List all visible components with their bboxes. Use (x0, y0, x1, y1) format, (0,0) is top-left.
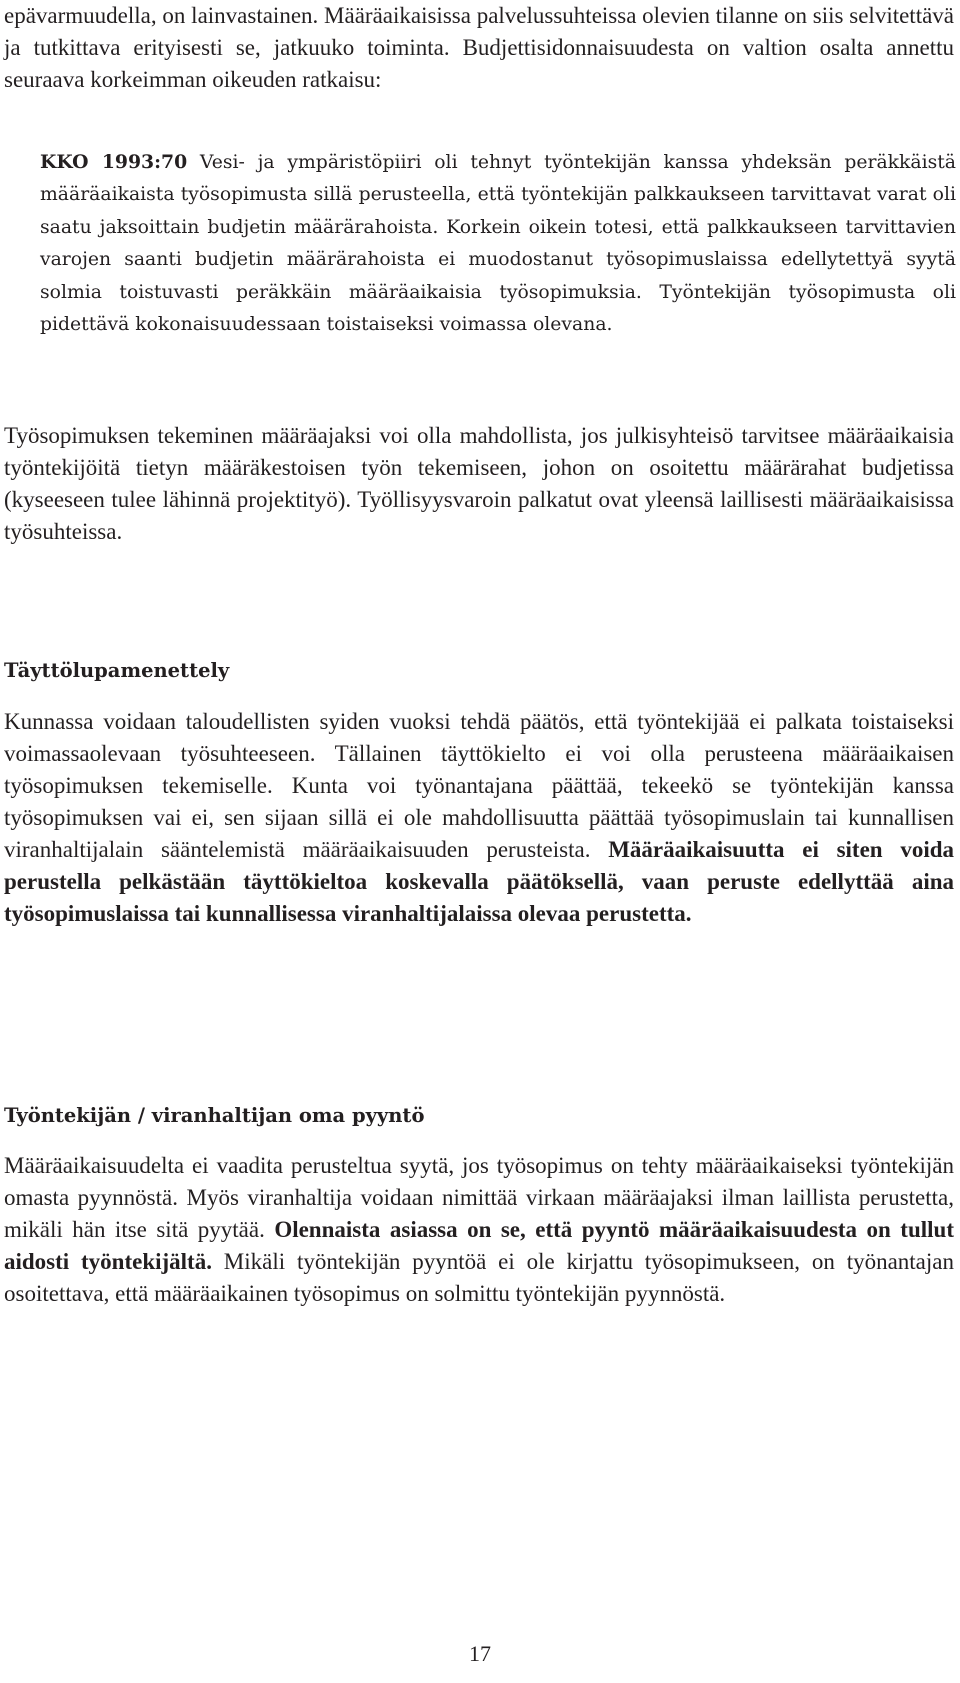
filling-permit-bold-text: Määräaikaisuutta ei siten voida perustella pelkästään täyttökieltoa koskevalla päätöksellä, vaan peruste edellyttää aina työsopimuslaissa tai kunnallisessa viranhaltijalaissa olevaa perustetta. (4, 837, 954, 926)
section-body-own-request (4, 1150, 954, 1310)
court-case-quote (40, 146, 956, 341)
section-heading-own-request: Työntekijän / viranhaltijan oma pyyntö (4, 1104, 425, 1127)
intro-paragraph: epävarmuudella, on lainvastainen. Määräaikaisissa palvelussuhteissa olevien tilanne on siis selvitettävä ja tutkittava erityisesti se, jatkuuko toiminta. Budjettisidonnaisuudesta on valtion osalta annettu seuraava korkeimman oikeuden ratkaisu: (4, 3, 954, 92)
court-case-label: KKO 1993:70 (40, 151, 188, 173)
own-request-text: Määräaikaisuudelta ei vaadita perusteltua syytä, jos työsopimus on tehty määräaikaiseksi työntekijän omasta pyynnöstä. Myös viranhaltija voidaan nimittää virkaan määräajaksi ilman laillista perustetta, mikäli hän itse sitä pyytää. (4, 1153, 954, 1242)
court-case-text: Vesi- ja ympäristöpiiri oli tehnyt työntekijän kanssa yhdeksän peräkkäistä määräaikaista työsopimusta sillä perusteella, että työntekijän palkkaukseen tarvittavat varat oli saatu jaksoittain budjetin määrärahoista. Korkein oikein totesi, että palkkaukseen tarvittavien varojen saanti budjetin määrärahoista ei muodostanut työsopimuslaissa edellytettyä syytä solmia toistuvasti peräkkäin määräaikaisia työsopimuksia. Työntekijän työsopimusta oli pidettävä kokonaisuudessaan toistaiseksi voimassa olevana. (40, 152, 957, 336)
section-body-filling-permit (4, 706, 954, 930)
own-request-bold-text: Olennaista asiassa on se, että pyyntö määräaikaisuudesta on tullut aidosti työntekijältä. (4, 1217, 954, 1274)
fixed-term-project-paragraph: Työsopimuksen tekeminen määräajaksi voi olla mahdollista, jos julkisyhteisö tarvitsee määräaikaisia työntekijöitä tietyn määräkestoisen työn tekemiseen, johon on osoitettu määrärahat budjetissa (kyseeseen tulee lähinnä projektityö). Työllisyysvaroin palkatut ovat yleensä laillisesti määräaikaisissa työsuhteissa. (4, 423, 954, 544)
section-heading-filling-permit: Täyttölupamenettely (4, 659, 230, 682)
filling-permit-text: Kunnassa voidaan taloudellisten syiden vuoksi tehdä päätös, että työntekijää ei palkata toistaiseksi voimassaolevaan työsuhteeseen. Tällainen täyttökielto ei voi olla perusteena määräaikaisen työsopimuksen tekemiselle. Kunta voi työnantajana päättää, tekeekö se työntekijän kanssa työsopimuksen vai ei, sen sijaan sillä ei ole mahdollisuutta päättää työsopimuslain tai kunnallisen viranhaltijalain sääntelemistä määräaikaisuuden perusteista. (4, 709, 954, 862)
own-request-text-after: Mikäli työntekijän pyyntöä ei ole kirjattu työsopimukseen, on työnantajan osoitettava, että määräaikainen työsopimus on solmittu työntekijän pyynnöstä. (4, 1249, 954, 1306)
page-number: 17 (469, 1641, 491, 1666)
